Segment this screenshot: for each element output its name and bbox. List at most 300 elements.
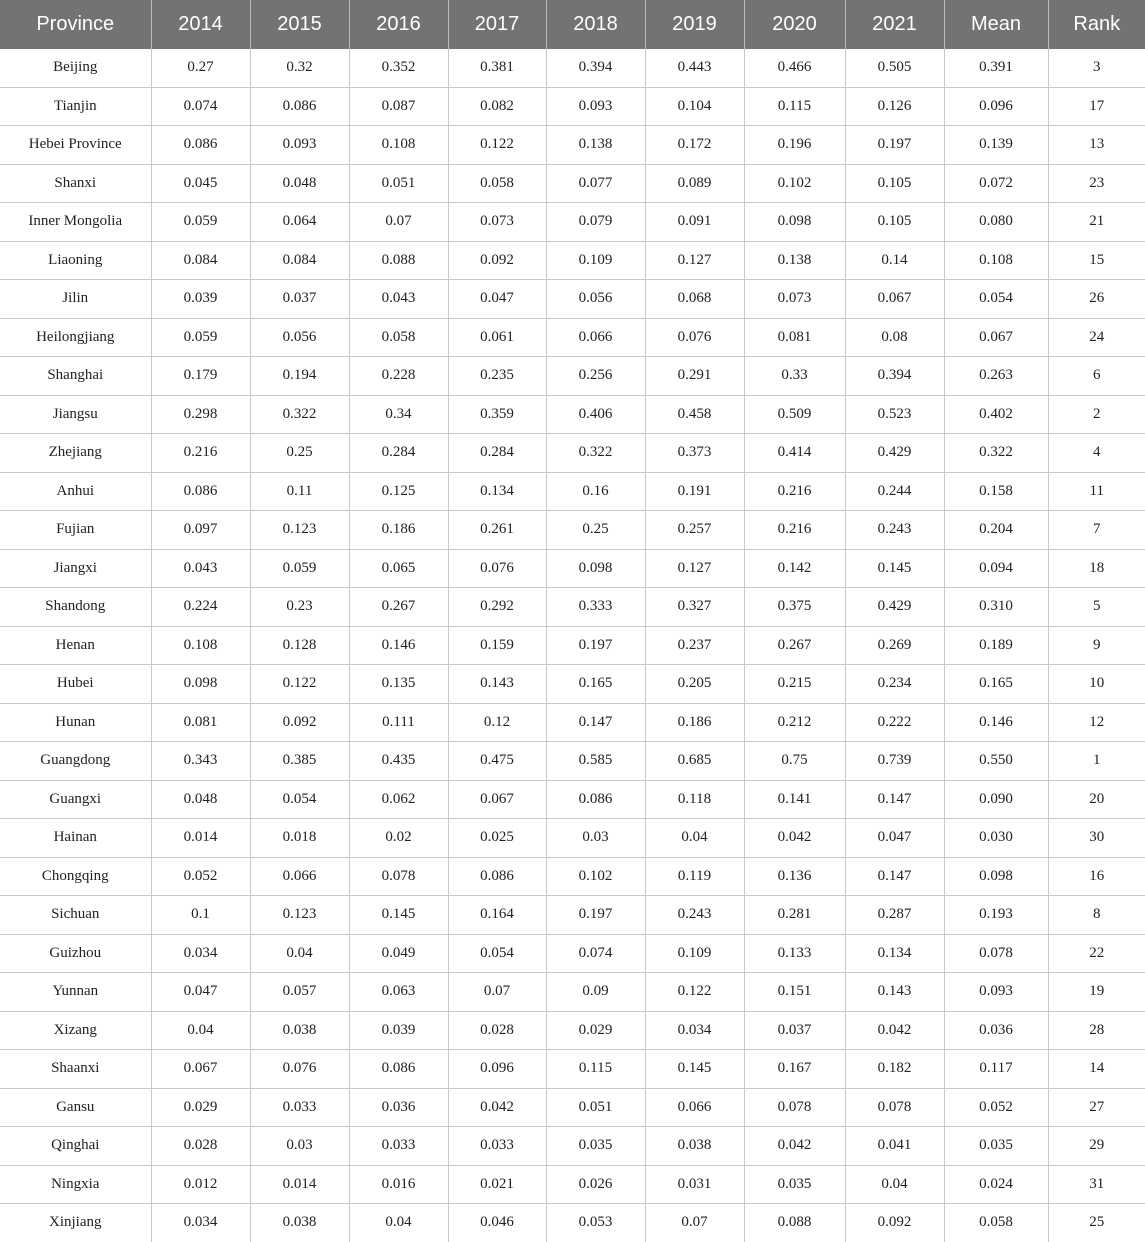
cell-mean: 0.189	[944, 626, 1048, 665]
cell-mean: 0.094	[944, 549, 1048, 588]
cell-2019: 0.243	[645, 896, 744, 935]
cell-2014: 0.224	[151, 588, 250, 627]
cell-2019: 0.127	[645, 241, 744, 280]
cell-2016: 0.267	[349, 588, 448, 627]
cell-2015: 0.038	[250, 1204, 349, 1242]
cell-2017: 0.122	[448, 126, 546, 165]
header-2021: 2021	[845, 0, 944, 49]
cell-province: Anhui	[0, 472, 151, 511]
cell-2017: 0.475	[448, 742, 546, 781]
cell-province: Guangdong	[0, 742, 151, 781]
cell-2020: 0.042	[744, 1127, 845, 1166]
cell-2015: 0.32	[250, 49, 349, 87]
cell-2019: 0.257	[645, 511, 744, 550]
cell-2020: 0.136	[744, 857, 845, 896]
cell-2020: 0.081	[744, 318, 845, 357]
cell-rank: 15	[1048, 241, 1145, 280]
cell-province: Guangxi	[0, 780, 151, 819]
cell-2020: 0.115	[744, 87, 845, 126]
cell-2020: 0.042	[744, 819, 845, 858]
table-row	[0, 280, 1145, 319]
cell-rank: 18	[1048, 549, 1145, 588]
cell-2017: 0.12	[448, 703, 546, 742]
table-row	[0, 472, 1145, 511]
cell-2014: 0.27	[151, 49, 250, 87]
cell-2019: 0.031	[645, 1165, 744, 1204]
cell-2021: 0.078	[845, 1088, 944, 1127]
header-2020: 2020	[744, 0, 845, 49]
cell-2017: 0.164	[448, 896, 546, 935]
cell-2018: 0.03	[546, 819, 645, 858]
cell-2016: 0.043	[349, 280, 448, 319]
cell-2018: 0.197	[546, 896, 645, 935]
cell-2014: 0.052	[151, 857, 250, 896]
cell-province: Tianjin	[0, 87, 151, 126]
cell-rank: 19	[1048, 973, 1145, 1012]
table-row	[0, 896, 1145, 935]
cell-2015: 0.23	[250, 588, 349, 627]
cell-2017: 0.07	[448, 973, 546, 1012]
header-mean: Mean	[944, 0, 1048, 49]
header-2015: 2015	[250, 0, 349, 49]
cell-2019: 0.119	[645, 857, 744, 896]
cell-2021: 0.243	[845, 511, 944, 550]
cell-mean: 0.024	[944, 1165, 1048, 1204]
cell-2017: 0.047	[448, 280, 546, 319]
cell-province: Shaanxi	[0, 1050, 151, 1089]
cell-province: Shanxi	[0, 164, 151, 203]
cell-mean: 0.550	[944, 742, 1048, 781]
header-rank: Rank	[1048, 0, 1145, 49]
cell-mean: 0.067	[944, 318, 1048, 357]
cell-2018: 0.056	[546, 280, 645, 319]
cell-2015: 0.054	[250, 780, 349, 819]
cell-mean: 0.030	[944, 819, 1048, 858]
table-row	[0, 49, 1145, 87]
cell-2014: 0.043	[151, 549, 250, 588]
cell-2015: 0.25	[250, 434, 349, 473]
cell-2017: 0.058	[448, 164, 546, 203]
cell-2019: 0.327	[645, 588, 744, 627]
cell-2015: 0.322	[250, 395, 349, 434]
cell-2016: 0.033	[349, 1127, 448, 1166]
cell-2020: 0.088	[744, 1204, 845, 1242]
cell-province: Beijing	[0, 49, 151, 87]
cell-province: Gansu	[0, 1088, 151, 1127]
cell-2017: 0.284	[448, 434, 546, 473]
cell-2018: 0.115	[546, 1050, 645, 1089]
cell-2019: 0.089	[645, 164, 744, 203]
cell-2018: 0.066	[546, 318, 645, 357]
table-row	[0, 857, 1145, 896]
table-row	[0, 549, 1145, 588]
cell-2021: 0.429	[845, 588, 944, 627]
cell-2021: 0.042	[845, 1011, 944, 1050]
cell-rank: 11	[1048, 472, 1145, 511]
cell-rank: 20	[1048, 780, 1145, 819]
cell-2019: 0.076	[645, 318, 744, 357]
header-row	[0, 0, 1145, 49]
cell-2015: 0.03	[250, 1127, 349, 1166]
cell-2014: 0.067	[151, 1050, 250, 1089]
cell-2018: 0.029	[546, 1011, 645, 1050]
cell-2019: 0.458	[645, 395, 744, 434]
cell-2021: 0.143	[845, 973, 944, 1012]
cell-rank: 31	[1048, 1165, 1145, 1204]
cell-2015: 0.385	[250, 742, 349, 781]
cell-2016: 0.34	[349, 395, 448, 434]
cell-2021: 0.287	[845, 896, 944, 935]
table-row	[0, 203, 1145, 242]
cell-2014: 0.343	[151, 742, 250, 781]
cell-2014: 0.047	[151, 973, 250, 1012]
cell-2016: 0.125	[349, 472, 448, 511]
cell-2017: 0.033	[448, 1127, 546, 1166]
cell-province: Ningxia	[0, 1165, 151, 1204]
cell-2017: 0.076	[448, 549, 546, 588]
cell-2021: 0.505	[845, 49, 944, 87]
table-body	[0, 49, 1145, 1242]
cell-2015: 0.038	[250, 1011, 349, 1050]
cell-mean: 0.402	[944, 395, 1048, 434]
cell-province: Hubei	[0, 665, 151, 704]
table-row	[0, 164, 1145, 203]
cell-rank: 30	[1048, 819, 1145, 858]
cell-2016: 0.111	[349, 703, 448, 742]
cell-2018: 0.585	[546, 742, 645, 781]
table-row	[0, 511, 1145, 550]
cell-2020: 0.466	[744, 49, 845, 87]
cell-2021: 0.523	[845, 395, 944, 434]
cell-2017: 0.381	[448, 49, 546, 87]
cell-2018: 0.093	[546, 87, 645, 126]
header-2017: 2017	[448, 0, 546, 49]
cell-2019: 0.068	[645, 280, 744, 319]
table-row	[0, 318, 1145, 357]
cell-province: Heilongjiang	[0, 318, 151, 357]
cell-province: Inner Mongolia	[0, 203, 151, 242]
cell-2015: 0.018	[250, 819, 349, 858]
cell-2015: 0.048	[250, 164, 349, 203]
cell-2015: 0.128	[250, 626, 349, 665]
cell-2014: 0.074	[151, 87, 250, 126]
cell-2019: 0.186	[645, 703, 744, 742]
cell-rank: 22	[1048, 934, 1145, 973]
cell-2014: 0.298	[151, 395, 250, 434]
cell-province: Hunan	[0, 703, 151, 742]
cell-2015: 0.086	[250, 87, 349, 126]
cell-mean: 0.054	[944, 280, 1048, 319]
cell-2019: 0.191	[645, 472, 744, 511]
table-row	[0, 1127, 1145, 1166]
cell-2017: 0.292	[448, 588, 546, 627]
cell-2018: 0.09	[546, 973, 645, 1012]
cell-2020: 0.078	[744, 1088, 845, 1127]
cell-2016: 0.088	[349, 241, 448, 280]
cell-rank: 13	[1048, 126, 1145, 165]
cell-2017: 0.359	[448, 395, 546, 434]
cell-2018: 0.086	[546, 780, 645, 819]
cell-rank: 29	[1048, 1127, 1145, 1166]
cell-2015: 0.04	[250, 934, 349, 973]
cell-2018: 0.077	[546, 164, 645, 203]
cell-2020: 0.75	[744, 742, 845, 781]
cell-rank: 4	[1048, 434, 1145, 473]
cell-2020: 0.102	[744, 164, 845, 203]
cell-2016: 0.036	[349, 1088, 448, 1127]
table-row	[0, 241, 1145, 280]
cell-2015: 0.122	[250, 665, 349, 704]
table-row	[0, 126, 1145, 165]
cell-rank: 9	[1048, 626, 1145, 665]
cell-2017: 0.061	[448, 318, 546, 357]
table-row	[0, 742, 1145, 781]
cell-2019: 0.04	[645, 819, 744, 858]
cell-2017: 0.235	[448, 357, 546, 396]
cell-rank: 17	[1048, 87, 1145, 126]
cell-2014: 0.081	[151, 703, 250, 742]
cell-2014: 0.108	[151, 626, 250, 665]
cell-2014: 0.179	[151, 357, 250, 396]
cell-2016: 0.02	[349, 819, 448, 858]
header-2014: 2014	[151, 0, 250, 49]
cell-2018: 0.138	[546, 126, 645, 165]
cell-province: Shandong	[0, 588, 151, 627]
cell-2019: 0.066	[645, 1088, 744, 1127]
cell-2019: 0.038	[645, 1127, 744, 1166]
cell-mean: 0.052	[944, 1088, 1048, 1127]
cell-2019: 0.118	[645, 780, 744, 819]
cell-mean: 0.322	[944, 434, 1048, 473]
cell-2019: 0.07	[645, 1204, 744, 1242]
cell-2021: 0.08	[845, 318, 944, 357]
cell-province: Hebei Province	[0, 126, 151, 165]
cell-province: Xinjiang	[0, 1204, 151, 1242]
cell-2014: 0.04	[151, 1011, 250, 1050]
cell-2017: 0.159	[448, 626, 546, 665]
cell-2014: 0.012	[151, 1165, 250, 1204]
cell-mean: 0.391	[944, 49, 1048, 87]
cell-2020: 0.33	[744, 357, 845, 396]
cell-rank: 16	[1048, 857, 1145, 896]
cell-2014: 0.086	[151, 472, 250, 511]
table-row	[0, 934, 1145, 973]
cell-2020: 0.414	[744, 434, 845, 473]
cell-2018: 0.098	[546, 549, 645, 588]
cell-2018: 0.035	[546, 1127, 645, 1166]
cell-2018: 0.322	[546, 434, 645, 473]
cell-2019: 0.109	[645, 934, 744, 973]
cell-2018: 0.147	[546, 703, 645, 742]
cell-2021: 0.182	[845, 1050, 944, 1089]
cell-2014: 0.048	[151, 780, 250, 819]
cell-2021: 0.14	[845, 241, 944, 280]
cell-2021: 0.222	[845, 703, 944, 742]
cell-2019: 0.685	[645, 742, 744, 781]
cell-2016: 0.04	[349, 1204, 448, 1242]
cell-rank: 23	[1048, 164, 1145, 203]
cell-2019: 0.237	[645, 626, 744, 665]
table-row	[0, 1165, 1145, 1204]
cell-2018: 0.074	[546, 934, 645, 973]
cell-2017: 0.046	[448, 1204, 546, 1242]
cell-2018: 0.026	[546, 1165, 645, 1204]
cell-2015: 0.037	[250, 280, 349, 319]
cell-2017: 0.082	[448, 87, 546, 126]
cell-2014: 0.045	[151, 164, 250, 203]
cell-2014: 0.039	[151, 280, 250, 319]
table-row	[0, 588, 1145, 627]
cell-province: Jiangsu	[0, 395, 151, 434]
cell-2014: 0.216	[151, 434, 250, 473]
cell-rank: 1	[1048, 742, 1145, 781]
cell-2015: 0.066	[250, 857, 349, 896]
cell-2021: 0.134	[845, 934, 944, 973]
cell-mean: 0.058	[944, 1204, 1048, 1242]
cell-2017: 0.073	[448, 203, 546, 242]
cell-2016: 0.186	[349, 511, 448, 550]
cell-2015: 0.064	[250, 203, 349, 242]
cell-2021: 0.041	[845, 1127, 944, 1166]
cell-2017: 0.134	[448, 472, 546, 511]
cell-2014: 0.029	[151, 1088, 250, 1127]
cell-2020: 0.216	[744, 472, 845, 511]
cell-2016: 0.435	[349, 742, 448, 781]
cell-2015: 0.123	[250, 896, 349, 935]
cell-rank: 2	[1048, 395, 1145, 434]
cell-province: Guizhou	[0, 934, 151, 973]
cell-2021: 0.047	[845, 819, 944, 858]
cell-province: Xizang	[0, 1011, 151, 1050]
table-row	[0, 395, 1145, 434]
cell-2020: 0.375	[744, 588, 845, 627]
cell-2016: 0.087	[349, 87, 448, 126]
table-row	[0, 626, 1145, 665]
cell-2019: 0.172	[645, 126, 744, 165]
cell-mean: 0.098	[944, 857, 1048, 896]
cell-2016: 0.146	[349, 626, 448, 665]
cell-2020: 0.133	[744, 934, 845, 973]
cell-2021: 0.105	[845, 203, 944, 242]
cell-2021: 0.394	[845, 357, 944, 396]
cell-2018: 0.394	[546, 49, 645, 87]
table-row	[0, 1204, 1145, 1242]
cell-province: Chongqing	[0, 857, 151, 896]
cell-2018: 0.406	[546, 395, 645, 434]
cell-2020: 0.073	[744, 280, 845, 319]
cell-2016: 0.228	[349, 357, 448, 396]
cell-2018: 0.102	[546, 857, 645, 896]
cell-2016: 0.058	[349, 318, 448, 357]
cell-2016: 0.063	[349, 973, 448, 1012]
cell-2020: 0.098	[744, 203, 845, 242]
cell-2020: 0.215	[744, 665, 845, 704]
cell-2015: 0.057	[250, 973, 349, 1012]
cell-2021: 0.739	[845, 742, 944, 781]
cell-2020: 0.035	[744, 1165, 845, 1204]
cell-mean: 0.093	[944, 973, 1048, 1012]
cell-mean: 0.080	[944, 203, 1048, 242]
cell-2021: 0.105	[845, 164, 944, 203]
cell-2018: 0.197	[546, 626, 645, 665]
table-row	[0, 819, 1145, 858]
cell-2017: 0.086	[448, 857, 546, 896]
cell-rank: 5	[1048, 588, 1145, 627]
cell-rank: 7	[1048, 511, 1145, 550]
cell-2020: 0.509	[744, 395, 845, 434]
cell-2018: 0.256	[546, 357, 645, 396]
cell-2019: 0.443	[645, 49, 744, 87]
cell-mean: 0.193	[944, 896, 1048, 935]
cell-2014: 0.059	[151, 318, 250, 357]
cell-2016: 0.062	[349, 780, 448, 819]
cell-2018: 0.165	[546, 665, 645, 704]
cell-province: Zhejiang	[0, 434, 151, 473]
cell-2019: 0.034	[645, 1011, 744, 1050]
cell-2014: 0.097	[151, 511, 250, 550]
table-row	[0, 1011, 1145, 1050]
cell-province: Shanghai	[0, 357, 151, 396]
cell-2016: 0.049	[349, 934, 448, 973]
cell-2015: 0.014	[250, 1165, 349, 1204]
cell-province: Liaoning	[0, 241, 151, 280]
cell-2021: 0.126	[845, 87, 944, 126]
cell-rank: 21	[1048, 203, 1145, 242]
cell-2016: 0.108	[349, 126, 448, 165]
cell-2015: 0.092	[250, 703, 349, 742]
cell-2018: 0.109	[546, 241, 645, 280]
header-province: Province	[0, 0, 151, 49]
cell-2014: 0.059	[151, 203, 250, 242]
table-row	[0, 434, 1145, 473]
cell-2016: 0.086	[349, 1050, 448, 1089]
cell-2019: 0.373	[645, 434, 744, 473]
cell-2021: 0.067	[845, 280, 944, 319]
cell-2020: 0.212	[744, 703, 845, 742]
cell-2018: 0.053	[546, 1204, 645, 1242]
cell-rank: 6	[1048, 357, 1145, 396]
cell-mean: 0.146	[944, 703, 1048, 742]
cell-2018: 0.079	[546, 203, 645, 242]
cell-2016: 0.135	[349, 665, 448, 704]
cell-2018: 0.333	[546, 588, 645, 627]
cell-2017: 0.261	[448, 511, 546, 550]
cell-2015: 0.084	[250, 241, 349, 280]
cell-2017: 0.021	[448, 1165, 546, 1204]
cell-2019: 0.104	[645, 87, 744, 126]
cell-2020: 0.167	[744, 1050, 845, 1089]
cell-2016: 0.352	[349, 49, 448, 87]
table-row	[0, 1088, 1145, 1127]
cell-mean: 0.310	[944, 588, 1048, 627]
table-row	[0, 665, 1145, 704]
cell-2020: 0.196	[744, 126, 845, 165]
table-row	[0, 1050, 1145, 1089]
cell-2014: 0.086	[151, 126, 250, 165]
cell-2019: 0.091	[645, 203, 744, 242]
cell-2017: 0.096	[448, 1050, 546, 1089]
cell-2017: 0.092	[448, 241, 546, 280]
cell-rank: 27	[1048, 1088, 1145, 1127]
cell-2018: 0.16	[546, 472, 645, 511]
cell-2016: 0.284	[349, 434, 448, 473]
cell-2020: 0.142	[744, 549, 845, 588]
cell-mean: 0.036	[944, 1011, 1048, 1050]
cell-2020: 0.138	[744, 241, 845, 280]
cell-2014: 0.098	[151, 665, 250, 704]
cell-2015: 0.123	[250, 511, 349, 550]
cell-2015: 0.056	[250, 318, 349, 357]
